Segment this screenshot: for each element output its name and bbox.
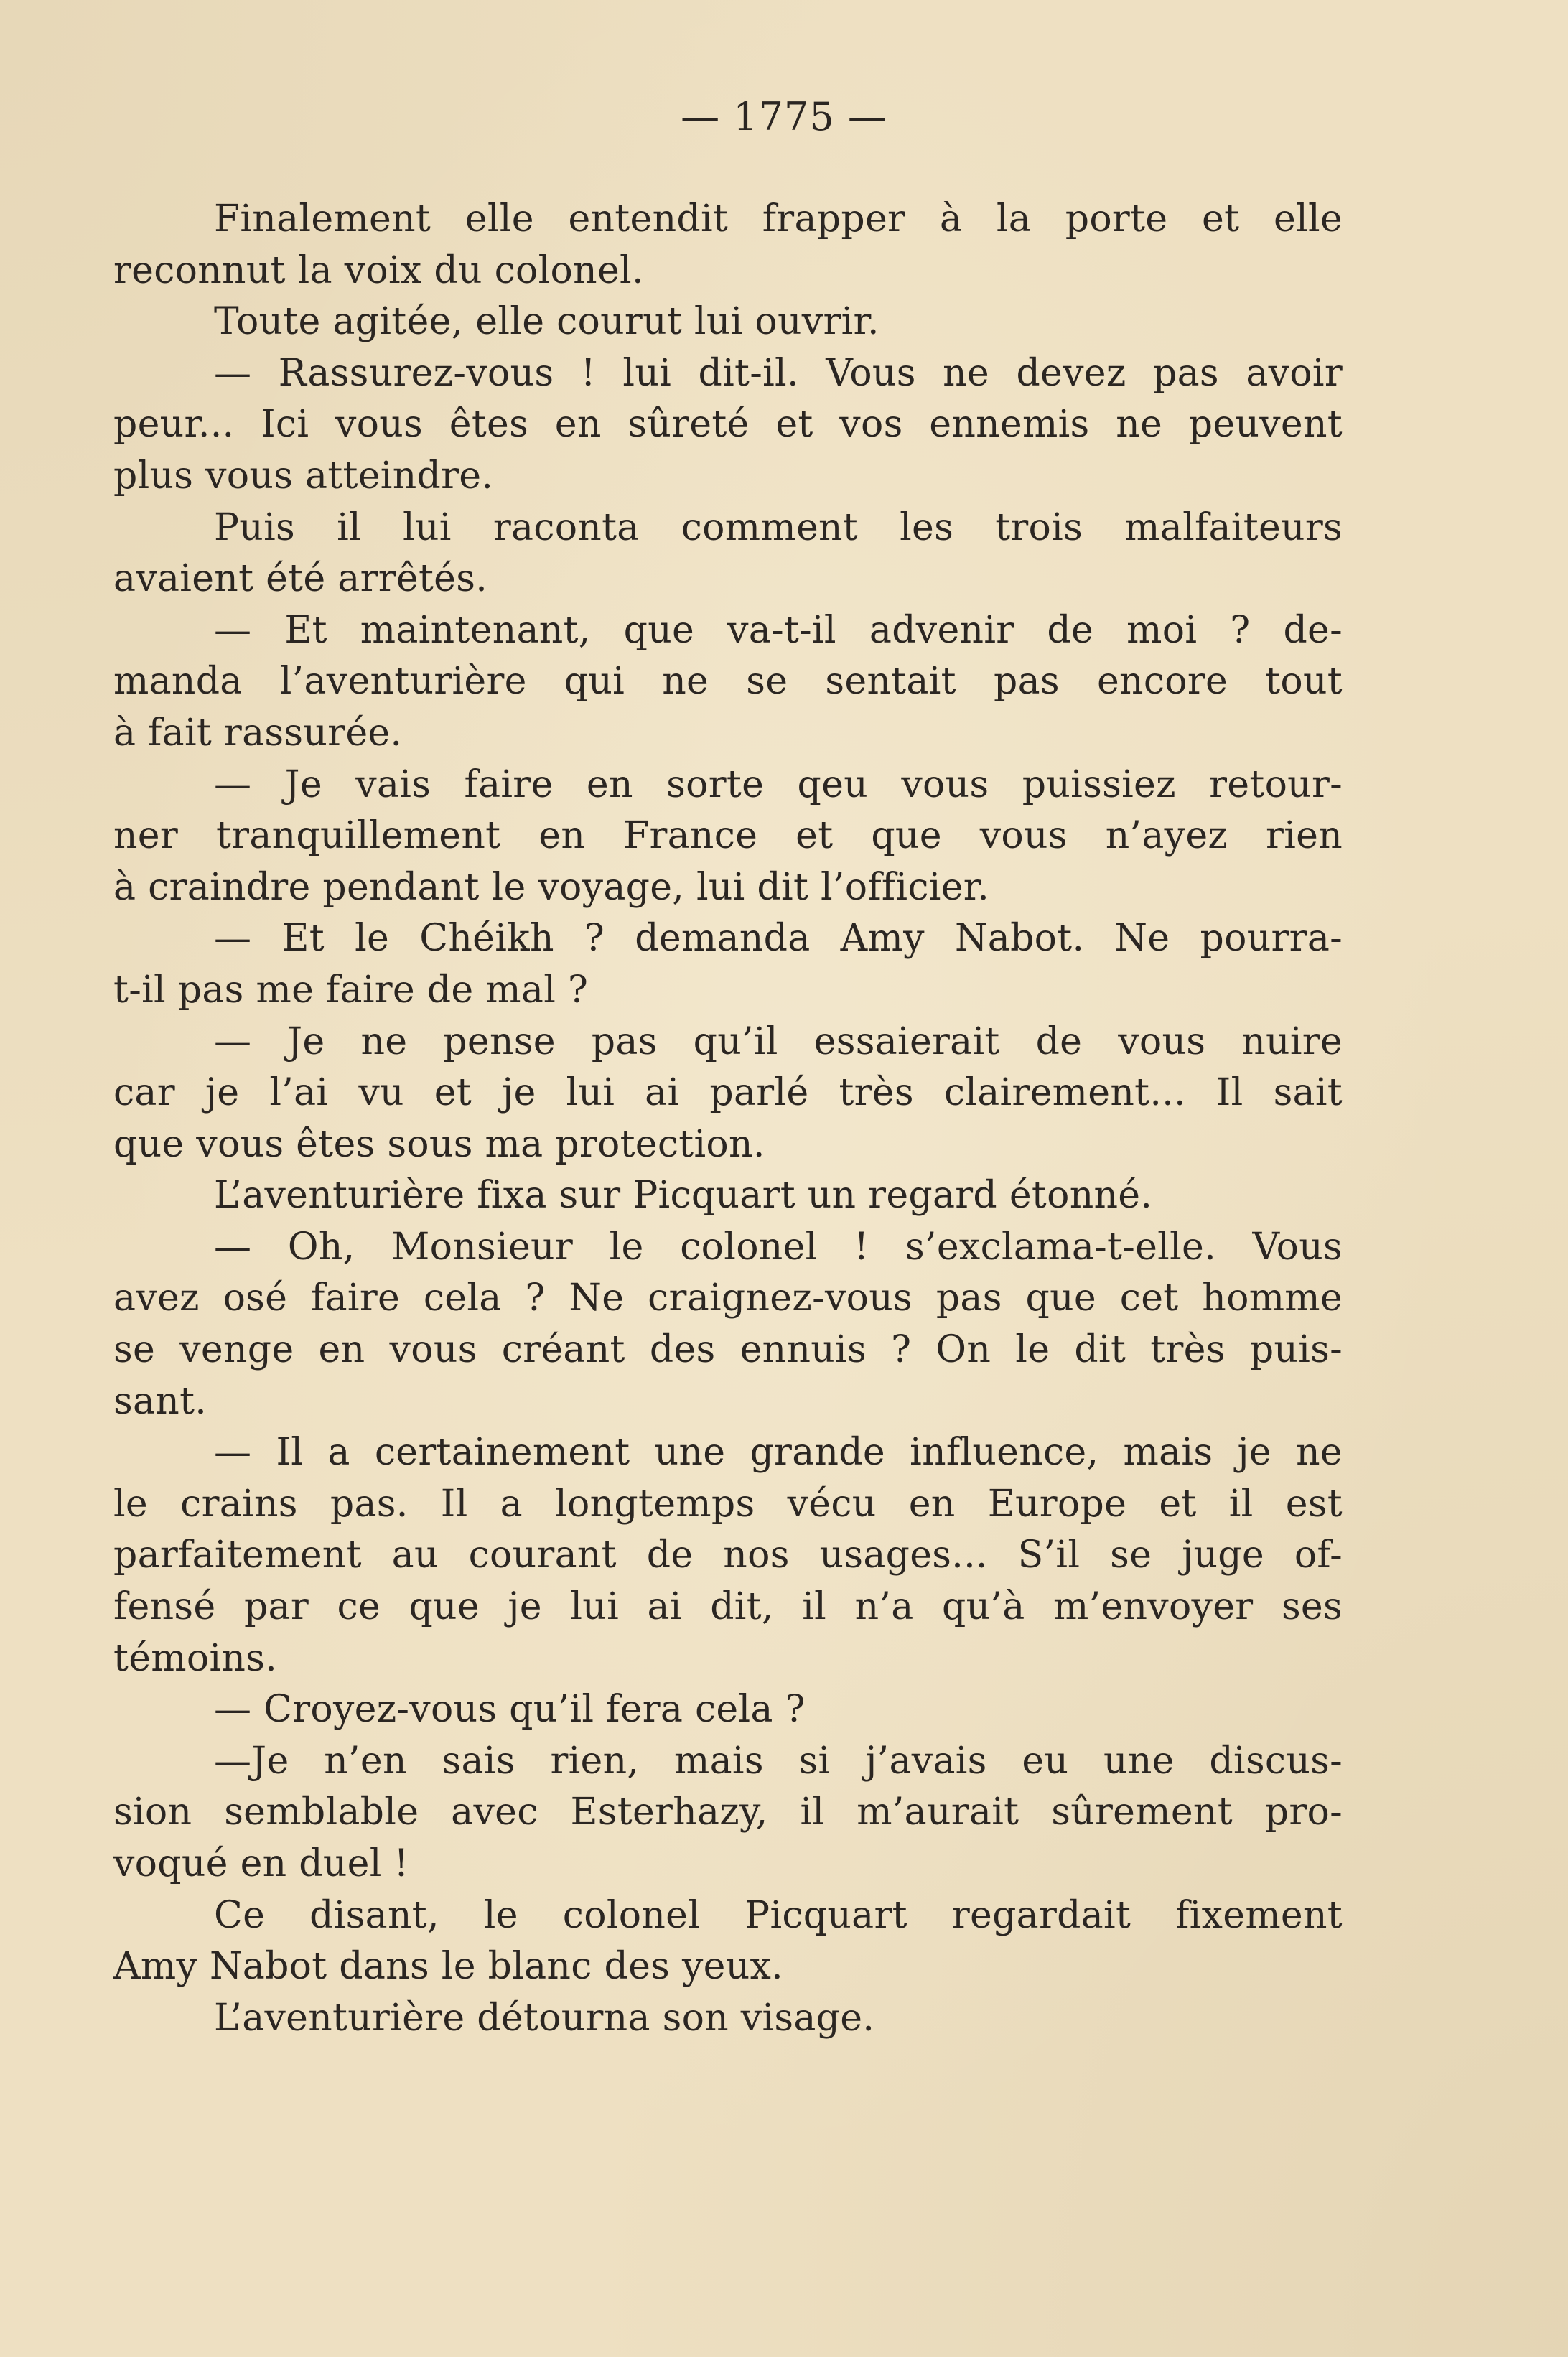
text-line: Ce disant, le colonel Picquart regardait fixement <box>214 1893 1343 1937</box>
text-line: sant. <box>113 1379 207 1423</box>
text-line: plus vous atteindre. <box>113 454 494 498</box>
text-line: témoins. <box>113 1636 278 1680</box>
text-line: le crains pas. Il a longtemps vécu en Europe et il est <box>113 1482 1343 1526</box>
text-line: voqué en duel ! <box>113 1842 409 1885</box>
paragraph <box>113 503 1343 605</box>
text-line: à fait rassurée. <box>113 711 403 755</box>
text-line: reconnut la voix du colonel. <box>113 248 644 292</box>
text-line: se venge en vous créant des ennuis ? On le dit très puis- <box>113 1328 1343 1372</box>
paragraph <box>113 1684 1343 1736</box>
text-line: t-il pas me faire de mal ? <box>113 968 589 1012</box>
text-line: Puis il lui raconta comment les trois malfaiteurs <box>214 505 1343 549</box>
text-line: à craindre pendant le voyage, lui dit l’officier. <box>113 865 990 909</box>
body-text <box>113 194 1343 2044</box>
text-line: ner tranquillement en France et que vous n’ayez rien <box>113 814 1343 858</box>
paragraph <box>113 913 1343 1016</box>
paragraph <box>113 605 1343 760</box>
paragraph <box>113 1222 1343 1427</box>
text-line: avez osé faire cela ? Ne craignez-vous pas que cet homme <box>113 1276 1343 1320</box>
paragraph <box>113 348 1343 503</box>
text-line: que vous êtes sous ma protection. <box>113 1122 765 1166</box>
text-line: manda l’aventurière qui ne se sentait pas encore tout <box>113 660 1343 704</box>
paragraph <box>113 1017 1343 1171</box>
text-line: peur... Ici vous êtes en sûreté et vos ennemis ne peuvent <box>113 403 1343 447</box>
text-line: avaient été arrêtés. <box>113 557 488 601</box>
text-line: car je l’ai vu et je lui ai parlé très clairement... Il sait <box>113 1071 1343 1115</box>
paragraph <box>113 1170 1343 1222</box>
text-line: sion semblable avec Esterhazy, il m’aurait sûrement pro- <box>113 1791 1343 1834</box>
paragraph <box>113 760 1343 914</box>
text-line: fensé par ce que je lui ai dit, il n’a qu’à m’envoyer ses <box>113 1585 1343 1629</box>
text-line: Finalement elle entendit frapper à la porte et elle <box>214 197 1343 241</box>
text-line: — Rassurez-vous ! lui dit-il. Vous ne devez pas avoir <box>214 351 1343 395</box>
paragraph <box>113 1427 1343 1684</box>
text-line: — Et maintenant, que va-t-il advenir de moi ? de- <box>214 608 1343 652</box>
paragraph <box>113 1993 1343 2045</box>
paragraph <box>113 1890 1343 1993</box>
text-line: L’aventurière fixa sur Picquart un regard étonné. <box>214 1174 1153 1218</box>
text-line: — Oh, Monsieur le colonel ! s’exclama-t-elle. Vous <box>214 1225 1343 1269</box>
text-line: — Croyez-vous qu’il fera cela ? <box>214 1688 806 1732</box>
text-line: —Je n’en sais rien, mais si j’avais eu une discus- <box>214 1739 1343 1783</box>
text-line: Amy Nabot dans le blanc des yeux. <box>113 1945 783 1989</box>
text-line: — Et le Chéikh ? demanda Amy Nabot. Ne pourra- <box>214 917 1343 961</box>
text-line: — Je ne pense pas qu’il essaierait de vous nuire <box>214 1019 1343 1063</box>
text-line: — Je vais faire en sorte qeu vous puissiez retour- <box>214 762 1343 806</box>
page-number: — 1775 — <box>681 94 887 139</box>
paragraph <box>113 1736 1343 1890</box>
text-line: Toute agitée, elle courut lui ouvrir. <box>214 300 879 344</box>
text-line: L’aventurière détourna son visage. <box>214 1996 875 2040</box>
paragraph <box>113 194 1343 297</box>
paragraph <box>113 297 1343 348</box>
text-line: parfaitement au courant de nos usages... S’il se juge of- <box>113 1534 1343 1577</box>
text-line: — Il a certainement une grande influence, mais je ne <box>214 1431 1343 1475</box>
